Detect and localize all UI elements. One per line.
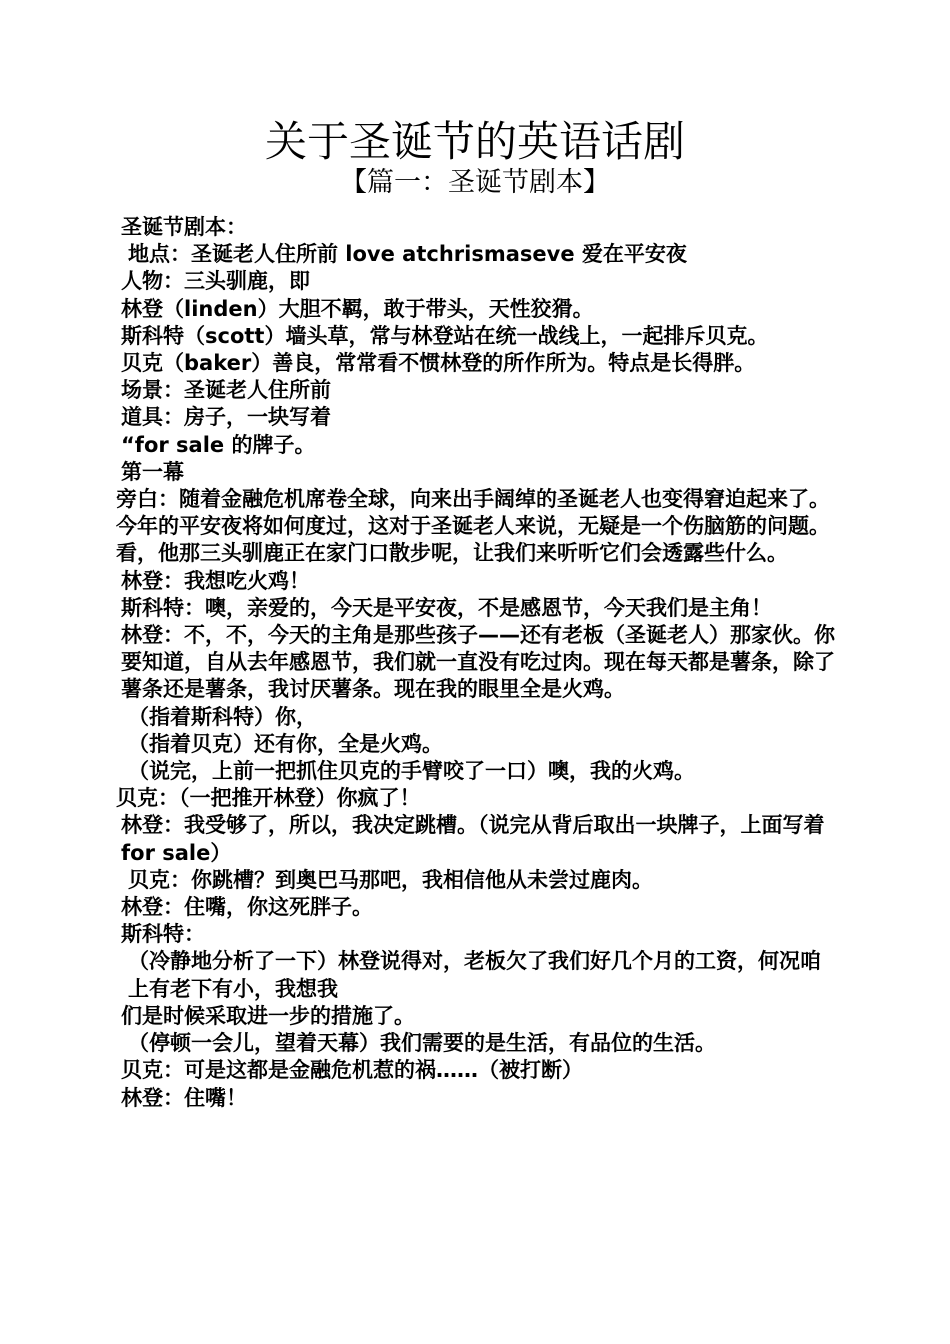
dialogue-line: 斯科特： xyxy=(121,922,205,947)
dialogue-line: 们是时候采取进一步的措施了。 xyxy=(121,1003,415,1028)
script-heading: 圣诞节剧本： xyxy=(121,215,247,239)
stage-direction: （指着贝克）还有你，全是火鸡。 xyxy=(128,731,443,756)
document-subtitle: 【篇一：圣诞节剧本】 xyxy=(340,167,610,198)
dialogue-line: 林登：住嘴，你这死胖子。 xyxy=(121,895,373,920)
dialogue-line: 贝克：（一把推开林登）你疯了！ xyxy=(116,786,421,811)
character-linden: 林登（linden）大胆不羁，敢于带头，天性狡猾。 xyxy=(121,296,594,321)
stage-direction: （停顿一会儿，望着天幕）我们需要的是生活，有品位的生活。 xyxy=(128,1031,716,1056)
stage-direction: （冷静地分析了一下）林登说得对，老板欠了我们好几个月的工资，何况咱上有老下有小，我想我 xyxy=(128,949,821,1001)
dialogue-line: 旁白：随着金融危机席卷全球，向来出手阔绰的圣诞老人也变得窘迫起来了。今年的平安夜将如何度过，这对于圣诞老人来说，无疑是一个伤脑筋的问题。看，他那三头驯鹿正在家门口散步呢，让我们来听听它们会透露些什么。 xyxy=(116,487,830,566)
stage-direction: （说完，上前一把抓住贝克的手臂咬了一口）噢，我的火鸡。 xyxy=(128,759,695,784)
script-characters: 人物：三头驯鹿，即 xyxy=(121,269,310,294)
script-scene: 场景：圣诞老人住所前 xyxy=(121,378,331,403)
act-heading: 第一幕 xyxy=(121,459,184,484)
dialogue-line: 林登：不，不，今天的主角是那些孩子——还有老板（圣诞老人）那家伙。你要知道，自从去年感恩节，我们就一直没有吃过肉。现在每天都是薯条，除了薯条还是薯条，我讨厌薯条。现在我的眼里全是火鸡。 xyxy=(121,623,835,702)
dialogue-line: 贝克：你跳槽？到奥巴马那吧，我相信他从未尝过鹿肉。 xyxy=(128,867,653,892)
character-baker: 贝克（baker）善良，常常看不惯林登的所作所为。特点是长得胖。 xyxy=(121,351,756,376)
dialogue-line: 林登：我想吃火鸡！ xyxy=(121,568,310,593)
document-title: 关于圣诞节的英语话剧 xyxy=(264,117,685,166)
dialogue-line: 贝克：可是这都是金融危机惹的祸……（被打断） xyxy=(121,1058,583,1083)
script-props-cont: “for sale 的牌子。 xyxy=(121,432,316,457)
dialogue-line: 林登：住嘴！ xyxy=(121,1085,247,1110)
script-location: 地点：圣诞老人住所前 love atchrismaseve 爱在平安夜 xyxy=(128,242,687,267)
character-scott: 斯科特（scott）墙头草，常与林登站在统一战线上，一起排斥贝克。 xyxy=(121,323,769,348)
script-body xyxy=(116,214,838,1112)
stage-direction: （指着斯科特）你， xyxy=(128,704,317,729)
script-props: 道具：房子，一块写着 xyxy=(121,405,331,430)
dialogue-line: 斯科特：噢，亲爱的，今天是平安夜，不是感恩节，今天我们是主角！ xyxy=(121,595,772,620)
dialogue-line: 林登：我受够了，所以，我决定跳槽。（说完从背后取出一块牌子，上面写着 for sale） xyxy=(121,813,832,865)
